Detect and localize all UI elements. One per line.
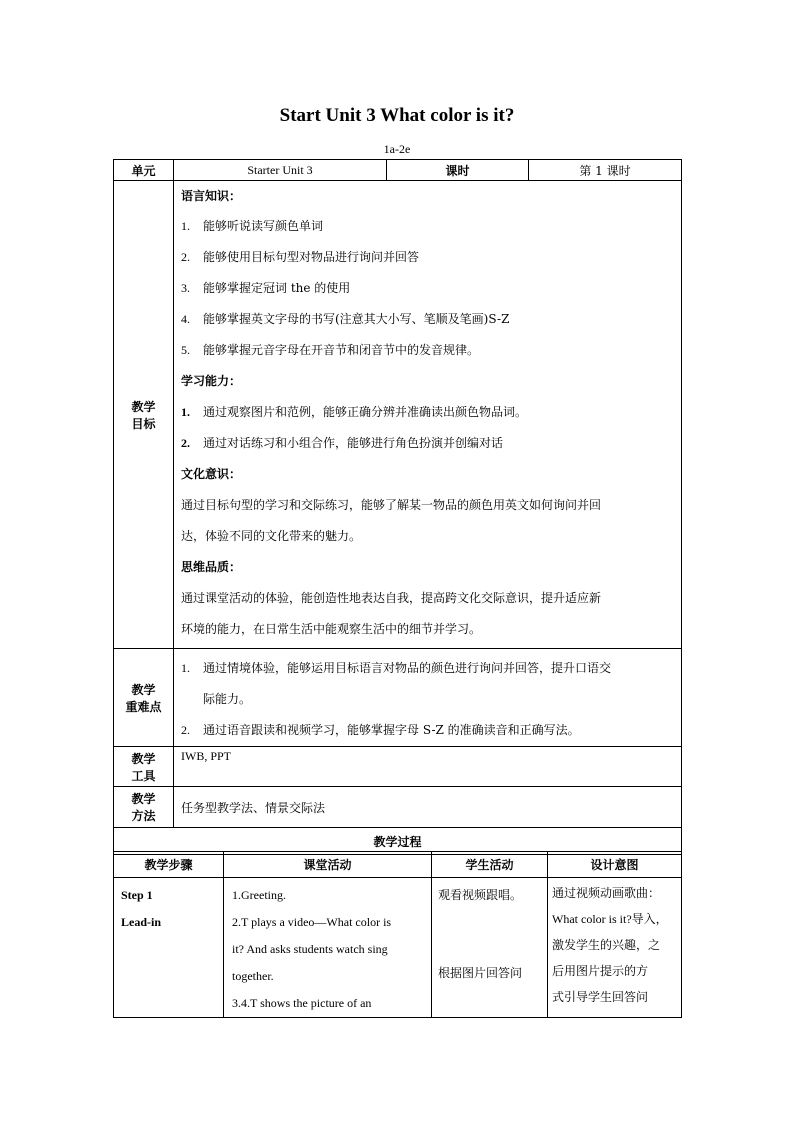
page-subtitle: 1a-2e (383, 142, 411, 156)
key-point-item: 1. 通过情境体验，能够运用目标语言对物品的颜色进行询问并回答，提升口语交 (181, 661, 612, 675)
goals-row (114, 181, 682, 649)
methods-value: 任务型教学法、情景交际法 (174, 787, 682, 828)
knowledge-item: 5. 能够掌握元音字母在开音节和闭音节中的发音规律。 (181, 343, 480, 357)
key-point-item-cont: 际能力。 (203, 692, 252, 706)
key-points-content (174, 649, 682, 747)
ability-item: 1. 通过观察图片和范例，能够正确分辨并准确读出颜色物品词。 (181, 405, 528, 419)
col-activities: 课堂活动 (224, 852, 432, 878)
culture-text: 达，体验不同的文化带来的魅力。 (181, 529, 362, 543)
process-heading: 教学过程 (114, 828, 682, 855)
design-intent-cell: 通过视频动画歌曲： What color is it?导入， 激发学生的兴趣，之 后用图片提示的方 式引导学生回答问 (548, 878, 682, 1018)
process-table (113, 851, 682, 1018)
tools-row (114, 747, 682, 787)
thinking-text: 通过课堂活动的体验，能创造性地表达自我，提高跨文化交际意识，提升适应新 (181, 591, 602, 605)
page-title: Start Unit 3 What color is it? (279, 105, 515, 126)
knowledge-heading: 语言知识： (181, 189, 242, 203)
activity-cell: 1.Greeting. 2.T plays a video—What color is it? And asks students watch sing together. 3.4.T shows the picture of an (224, 878, 432, 1018)
goals-label: 教学 目标 (114, 181, 174, 649)
tools-value: IWB, PPT (174, 747, 682, 787)
student-activity-cell: 观看视频跟唱。 根据图片回答问 (432, 878, 548, 1018)
culture-text: 通过目标句型的学习和交际练习，能够了解某一物品的颜色用英文如何询问并回 (181, 498, 602, 512)
key-point-item: 2. 通过语音跟读和视频学习，能够掌握字母 S-Z 的准确读音和正确写法。 (181, 723, 580, 737)
methods-label: 教学 方法 (114, 787, 174, 828)
unit-label: 单元 (114, 160, 174, 181)
unit-row (114, 160, 682, 181)
goals-content (174, 181, 682, 649)
step-cell: Step 1 Lead-in (114, 878, 224, 1018)
period-label: 课时 (387, 160, 529, 181)
knowledge-item: 4. 能够掌握英文字母的书写(注意其大小写、笔顺及笔画)S-Z (181, 312, 510, 326)
col-design: 设计意图 (548, 852, 682, 878)
key-points-row (114, 649, 682, 747)
ability-item: 2. 通过对话练习和小组合作，能够进行角色扮演并创编对话 (181, 436, 504, 450)
ability-heading: 学习能力： (181, 374, 242, 388)
col-student: 学生活动 (432, 852, 548, 878)
thinking-text: 环境的能力，在日常生活中能观察生活中的细节并学习。 (181, 622, 482, 636)
key-points-label: 教学 重难点 (114, 649, 174, 747)
unit-value: Starter Unit 3 (174, 160, 387, 181)
process-header-row (114, 852, 682, 878)
methods-row (114, 787, 682, 828)
lesson-info-table (113, 159, 682, 855)
tools-label: 教学 工具 (114, 747, 174, 787)
knowledge-item: 1. 能够听说读写颜色单词 (181, 219, 324, 233)
culture-heading: 文化意识： (181, 467, 242, 481)
thinking-heading: 思维品质： (181, 560, 242, 574)
col-steps: 教学步骤 (114, 852, 224, 878)
knowledge-item: 3. 能够掌握定冠词 the 的使用 (181, 281, 351, 295)
period-value: 第 1 课时 (529, 160, 682, 181)
process-row (114, 878, 682, 1018)
knowledge-item: 2. 能够使用目标句型对物品进行询问并回答 (181, 250, 420, 264)
